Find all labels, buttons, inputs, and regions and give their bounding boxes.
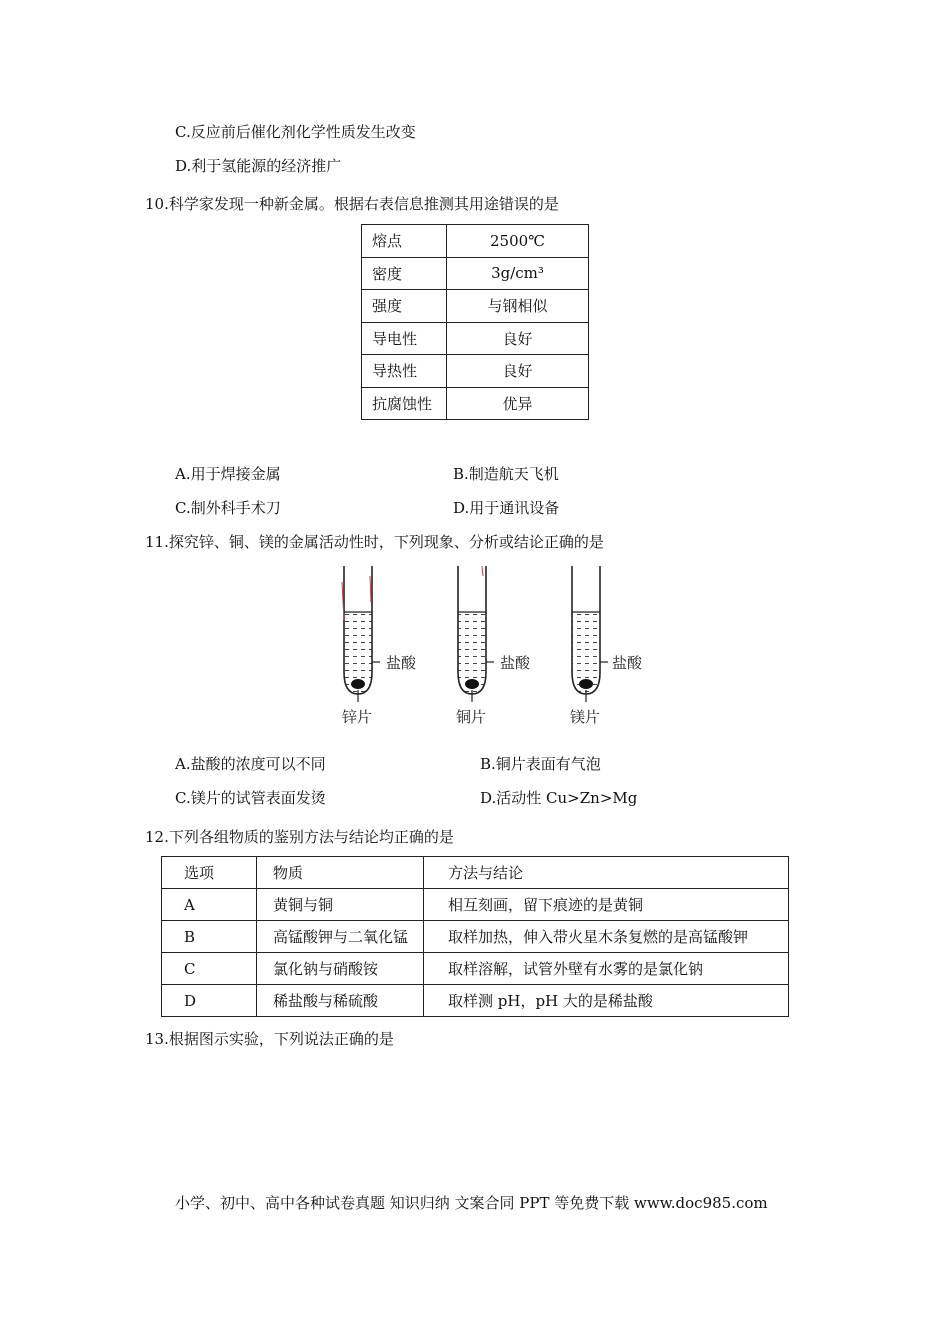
q11-stem: 11.探究锌、铜、镁的金属活动性时，下列现象、分析或结论正确的是 xyxy=(145,533,604,551)
property-value: 与钢相似 xyxy=(447,290,589,323)
q10-stem: 10.科学家发现一种新金属。根据右表信息推测其用途错误的是 xyxy=(145,195,559,213)
property-value: 2500℃ xyxy=(447,225,589,258)
property-value: 优异 xyxy=(447,387,589,420)
tube-1-metal-label: 锌片 xyxy=(342,708,373,726)
row-option: C xyxy=(162,953,257,985)
property-name: 熔点 xyxy=(362,225,447,258)
header-option: 选项 xyxy=(162,857,257,889)
header-method: 方法与结论 xyxy=(424,857,789,889)
property-name: 导电性 xyxy=(362,322,447,355)
table-row xyxy=(362,387,589,420)
q9-option-c: C.反应前后催化剂化学性质发生改变 xyxy=(175,123,416,141)
property-name: 抗腐蚀性 xyxy=(362,387,447,420)
row-option: B xyxy=(162,921,257,953)
identification-table xyxy=(161,856,789,1017)
row-option: D xyxy=(162,985,257,1017)
row-method: 取样溶解，试管外壁有水雾的是氯化钠 xyxy=(424,953,789,985)
tube-2-liquid-label: 盐酸 xyxy=(500,654,531,672)
row-option: A xyxy=(162,889,257,921)
test-tubes-diagram xyxy=(320,562,660,732)
q10-option-a: A.用于焊接金属 xyxy=(175,465,281,483)
row-substance: 高锰酸钾与二氧化锰 xyxy=(257,921,424,953)
row-substance: 黄铜与铜 xyxy=(257,889,424,921)
q11-option-c: C.镁片的试管表面发烫 xyxy=(175,789,326,807)
q11-option-b: B.铜片表面有气泡 xyxy=(480,755,601,773)
tube-1-liquid-label: 盐酸 xyxy=(386,654,417,672)
property-value: 良好 xyxy=(447,322,589,355)
tube-3-liquid-label: 盐酸 xyxy=(612,654,643,672)
q11-option-d: D.活动性 Cu>Zn>Mg xyxy=(480,789,638,807)
property-value: 良好 xyxy=(447,355,589,388)
row-substance: 氯化钠与硝酸铵 xyxy=(257,953,424,985)
test-tube-copper xyxy=(456,566,531,726)
copper-piece xyxy=(465,679,479,689)
row-method: 取样测 pH，pH 大的是稀盐酸 xyxy=(424,985,789,1017)
q10-option-c: C.制外科手术刀 xyxy=(175,499,281,517)
table-row xyxy=(162,953,789,985)
header-substance: 物质 xyxy=(257,857,424,889)
q13-stem: 13.根据图示实验，下列说法正确的是 xyxy=(145,1030,394,1048)
table-row xyxy=(362,225,589,258)
table-row xyxy=(162,985,789,1017)
test-tube-zinc xyxy=(342,566,417,726)
q12-stem: 12.下列各组物质的鉴别方法与结论均正确的是 xyxy=(145,828,454,846)
table-row xyxy=(162,921,789,953)
row-method: 相互刻画，留下痕迹的是黄铜 xyxy=(424,889,789,921)
metal-properties-table xyxy=(361,224,589,420)
test-tube-magnesium xyxy=(570,566,643,726)
table-row xyxy=(362,322,589,355)
row-substance: 稀盐酸与稀硫酸 xyxy=(257,985,424,1017)
page-footer[interactable]: 小学、初中、高中各种试卷真题 知识归纳 文案合同 PPT 等免费下载 www.doc985.com xyxy=(175,1194,768,1212)
tube-3-metal-label: 镁片 xyxy=(570,708,601,726)
table-row xyxy=(362,257,589,290)
tube-2-metal-label: 铜片 xyxy=(456,708,487,726)
q11-option-a: A.盐酸的浓度可以不同 xyxy=(175,755,326,773)
table-row xyxy=(362,290,589,323)
table-header-row xyxy=(162,857,789,889)
row-method: 取样加热，伸入带火星木条复燃的是高锰酸钾 xyxy=(424,921,789,953)
property-name: 密度 xyxy=(362,257,447,290)
zinc-piece xyxy=(351,679,365,689)
q10-option-b: B.制造航天飞机 xyxy=(453,465,559,483)
property-name: 导热性 xyxy=(362,355,447,388)
q10-option-d: D.用于通讯设备 xyxy=(453,499,560,517)
property-name: 强度 xyxy=(362,290,447,323)
table-row xyxy=(362,355,589,388)
table-row xyxy=(162,889,789,921)
magnesium-piece xyxy=(579,679,593,689)
property-value: 3g/cm³ xyxy=(447,257,589,290)
q9-option-d: D.利于氢能源的经济推广 xyxy=(175,157,342,175)
